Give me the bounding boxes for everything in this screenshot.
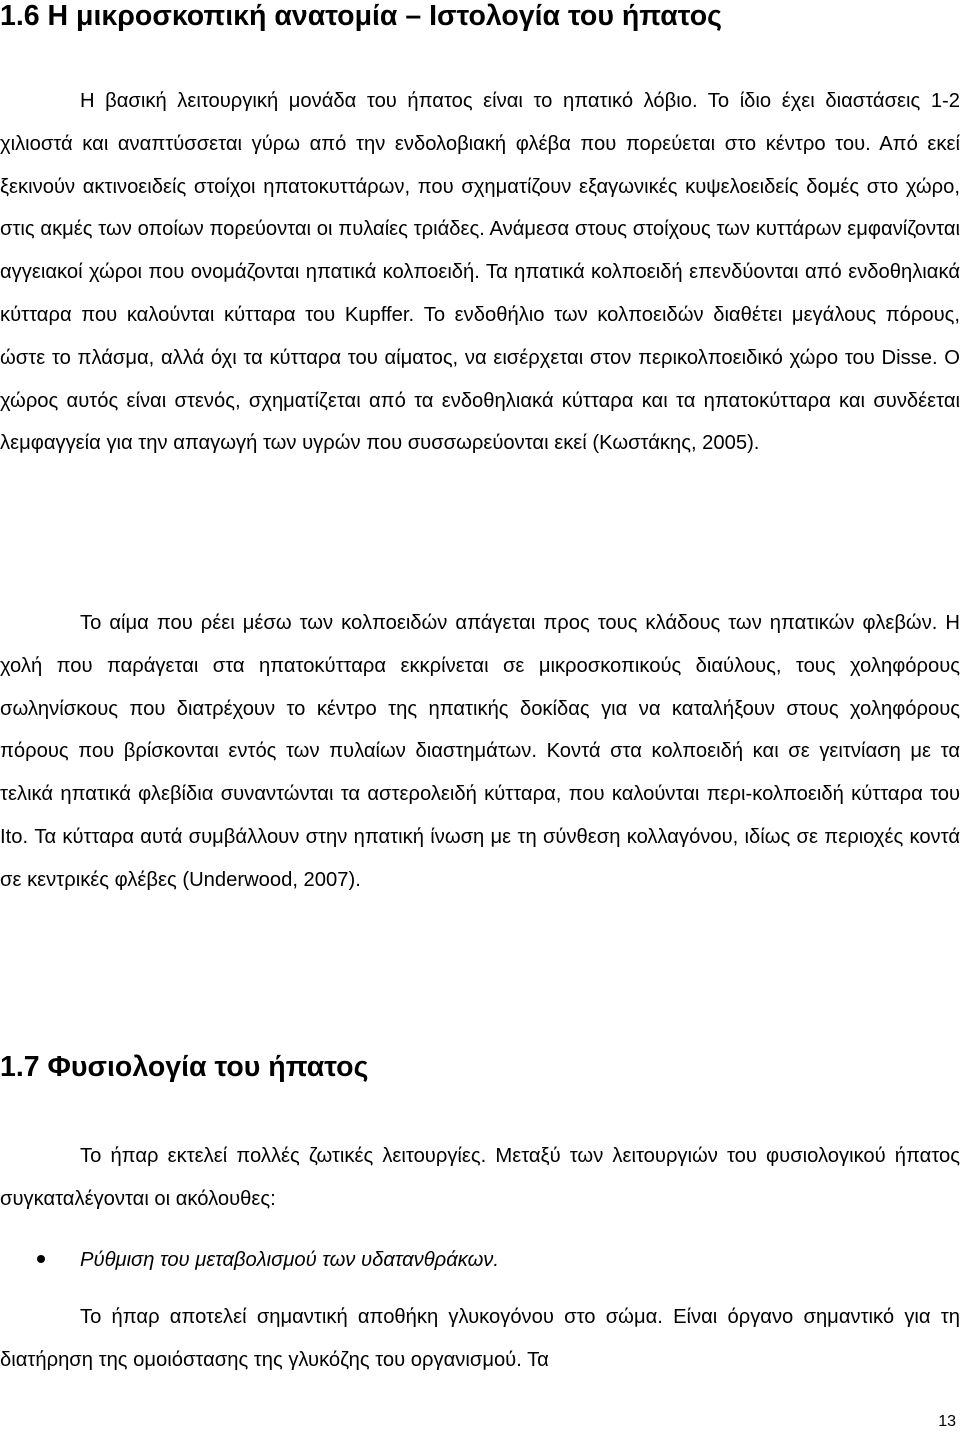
paragraph-liver-lobule: Η βασική λειτουργική μονάδα του ήπατος είναι το ηπατικό λόβιο. Το ίδιο έχει διαστάσεις 1-2 χιλιοστά και αναπτύσσεται γύρω από την ενδολοβιακή φλέβα που πορεύεται στο κέντρο του. Από εκεί ξεκινούν ακτινοειδείς στοίχοι ηπατοκυττάρων, που σχηματίζουν εξαγωνικές κυψελοειδείς δομές στο χώρο, στις ακμές των οποίων πορεύονται οι πυλαίες τριάδες. Ανάμεσα στους στοίχους των κυττάρων εμφανίζονται αγγειακοί χώροι που ονομάζονται ηπατικά κολποειδή. Τα ηπατικά κολποειδή επενδύονται από ενδοθηλιακά κύτταρα που καλούνται κύτταρα του Kupffer. Το ενδοθήλιο των κολποειδών διαθέτει μεγάλους πόρους, ώστε το πλάσμα, αλλά όχι τα κύτταρα του αίματος, να εισέρχεται στον περικολποειδικό χώρο του Disse. Ο χώρος αυτός είναι στενός, σχηματίζεται από τα ενδοθηλιακά κύτταρα και τα ηπατοκύτταρα και συνδέεται λεμφαγγεία για την απαγωγή των υγρών που συσσωρεύονται εκεί (Κωστάκης, 2005).	[0, 90, 960, 455]
bullet-icon	[37, 1255, 45, 1263]
bullet-list-item	[0, 1239, 960, 1281]
page-number: 13	[938, 1413, 956, 1430]
section-heading-1-6: 1.6 Η μικροσκοπική ανατομία – Ιστολογία του ήπατος	[0, 0, 722, 32]
section-heading-1-7: 1.7 Φυσιολογία του ήπατος	[0, 1051, 369, 1083]
bullet-item-text: Ρύθμιση του μεταβολισμού των υδατανθράκων.	[80, 1249, 499, 1271]
paragraph-liver-functions-intro: Το ήπαρ εκτελεί πολλές ζωτικές λειτουργίες. Μεταξύ των λειτουργιών του φυσιολογικού ήπατος συγκαταλέγονται οι ακόλουθες:	[0, 1145, 960, 1210]
paragraph-glycogen-storage: Το ήπαρ αποτελεί σημαντική αποθήκη γλυκογόνου στο σώμα. Είναι όργανο σημαντικό για τη διατήρηση της ομοιόστασης της γλυκόζης του οργανισμού. Τα	[0, 1306, 960, 1371]
paragraph-bile-flow: Το αίμα που ρέει μέσω των κολποειδών απάγεται προς τους κλάδους των ηπατικών φλεβών. Η χολή που παράγεται στα ηπατοκύτταρα εκκρίνεται σε μικροσκοπικούς διαύλους, τους χοληφόρους σωληνίσκους που διατρέχουν το κέντρο της ηπατικής δοκίδας για να καταλήξουν στους χοληφόρους πόρους που βρίσκονται εντός των πυλαίων διαστημάτων. Κοντά στα κολποειδή και σε γειτνίαση με τα τελικά ηπατικά φλεβίδια συναντώνται τα αστερολειδή κύτταρα, που καλούνται περι-κολποειδή κύτταρα του Ito. Τα κύτταρα αυτά συμβάλλουν στην ηπατική ίνωση με τη σύνθεση κολλαγόνου, ιδίως σε περιοχές κοντά σε κεντρικές φλέβες (Underwood, 2007).	[0, 612, 960, 891]
